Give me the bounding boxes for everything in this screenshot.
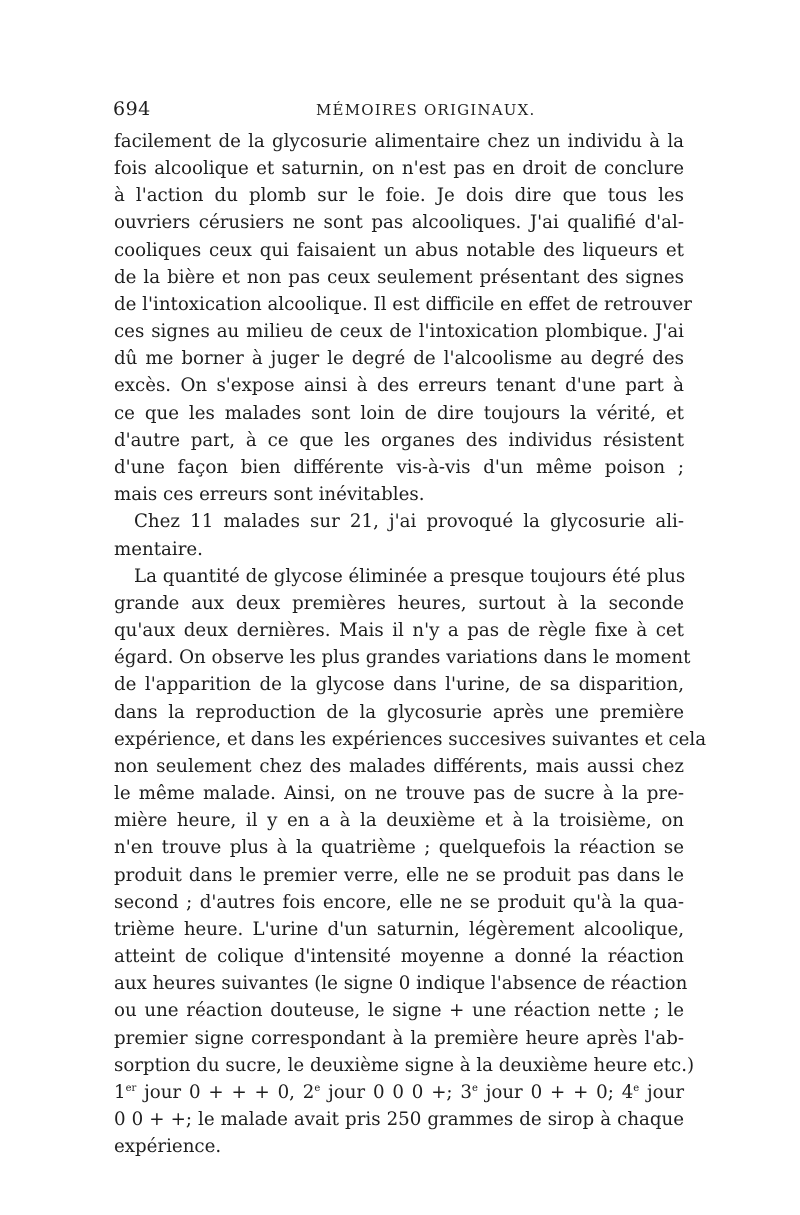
text-line: mais ces erreurs sont inévitables. [114, 484, 425, 505]
text-line: ou une réaction douteuse, le signe + une réaction nette ; le [114, 1000, 684, 1021]
text-line: expérience, et dans les expériences succesives suivantes et cela [114, 729, 707, 750]
text-line: de la bière et non pas ceux seulement présentant des signes [114, 267, 684, 288]
day-2-results: jour 0 0 0 +; [320, 1082, 461, 1103]
text-line: trième heure. L'urine d'un saturnin, légèrement alcoolique, [114, 919, 684, 940]
text-line: non seulement chez des malades différents, mais aussi chez [114, 756, 684, 777]
day-2-number: 2 [302, 1082, 315, 1103]
text-line: grande aux deux premières heures, surtout à la seconde [114, 593, 684, 614]
ordinal-suffix: e [314, 1083, 321, 1094]
text-line: atteint de colique d'intensité moyenne a donné la réaction [114, 946, 684, 967]
text-line: qu'aux deux dernières. Mais il n'y a pas de règle fixe à cet [114, 620, 684, 641]
ordinal-suffix: e [471, 1083, 478, 1094]
text-line: ouvriers cérusiers ne sont pas alcooliques. J'ai qualifié d'al- [114, 212, 684, 233]
text-line: second ; d'autres fois encore, elle ne se produit qu'à la qua- [114, 892, 684, 913]
day-1-results: jour 0 + + + 0, [136, 1082, 303, 1103]
running-head [0, 0, 800, 120]
ordinal-suffix: e [633, 1083, 640, 1094]
text-line: d'une façon bien différente vis-à-vis d'un même poison ; [114, 457, 684, 478]
text-line: aux heures suivantes (le signe 0 indique l'absence de réaction [114, 973, 688, 994]
page-number: 694 [113, 98, 151, 120]
text-line: fois alcoolique et saturnin, on n'est pas en droit de conclure [114, 158, 684, 179]
results-line [114, 1079, 684, 1106]
day-1-number: 1 [114, 1082, 126, 1103]
day-4-number: 4 [621, 1082, 634, 1103]
text-line: facilement de la glycosurie alimentaire chez un individu à la [114, 131, 684, 152]
text-line: excès. On s'expose ainsi à des erreurs tenant d'une part à [114, 375, 684, 396]
text-line: de l'intoxication alcoolique. Il est difficile en effet de retrouver [114, 294, 692, 315]
text-line: sorption du sucre, le deuxième signe à la deuxième heure etc.) [114, 1055, 695, 1076]
text-line: premier signe correspondant à la première heure après l'ab- [114, 1028, 684, 1049]
text-line: le même malade. Ainsi, on ne trouve pas de sucre à la pre- [114, 783, 684, 804]
text-line: expérience. [114, 1136, 222, 1157]
text-line: ces signes au milieu de ceux de l'intoxication plombique. J'ai [114, 321, 684, 342]
running-title: MÉMOIRES ORIGINAUX. [316, 101, 536, 119]
ordinal-suffix: er [125, 1083, 137, 1094]
text-line: dû me borner à juger le degré de l'alcoolisme au degré des [114, 348, 684, 369]
text-line: d'autre part, à ce que les organes des individus résistent [114, 430, 684, 451]
text-line: à l'action du plomb sur le foie. Je dois dire que tous les [114, 185, 684, 206]
day-3-results: jour 0 + + 0; [477, 1082, 622, 1103]
text-line: dans la reproduction de la glycosurie après une première [114, 702, 684, 723]
text-line: 0 0 + +; le malade avait pris 250 grammes de sirop à chaque [114, 1109, 684, 1130]
text-line: La quantité de glycose éliminée a presque toujours été plus [134, 566, 686, 587]
text-line: mentaire. [114, 539, 203, 560]
text-line: mière heure, il y en a à la deuxième et à la troisième, on [114, 810, 684, 831]
day-4-label: jour [639, 1082, 685, 1103]
text-line: Chez 11 malades sur 21, j'ai provoqué la glycosurie ali- [134, 511, 684, 532]
text-line: de l'apparition de la glycose dans l'urine, de sa disparition, [114, 674, 684, 695]
text-line: produit dans le premier verre, elle ne se produit pas dans le [114, 865, 684, 886]
text-line: cooliques ceux qui faisaient un abus notable des liqueurs et [114, 240, 684, 261]
text-line: n'en trouve plus à la quatrième ; quelquefois la réaction se [114, 837, 684, 858]
text-line: ce que les malades sont loin de dire toujours la vérité, et [114, 403, 684, 424]
day-3-number: 3 [460, 1082, 472, 1103]
text-line: égard. On observe les plus grandes variations dans le moment [114, 647, 691, 668]
